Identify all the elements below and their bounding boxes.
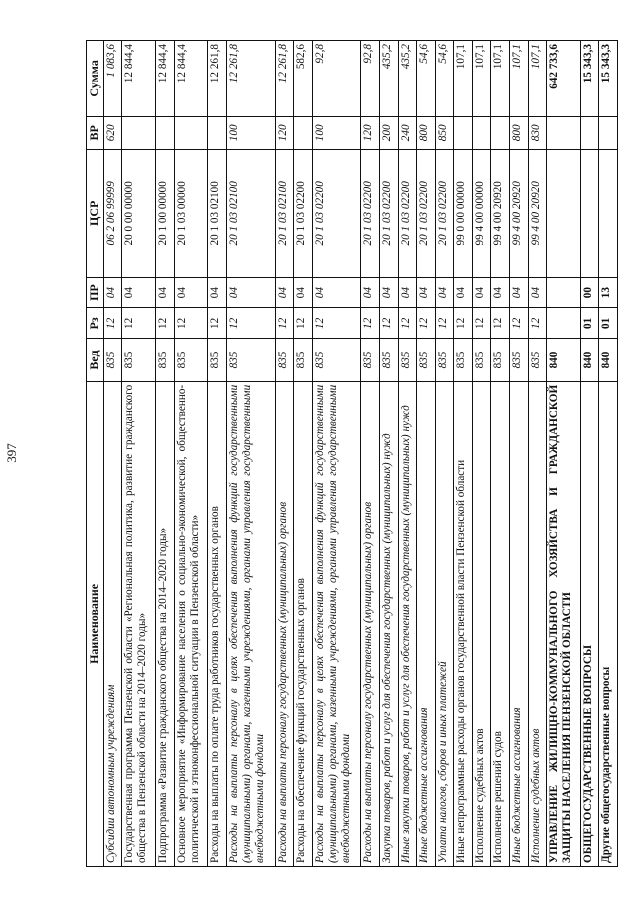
cell-vr: 240	[398, 116, 417, 149]
cell-ved: 835	[454, 339, 473, 382]
cell-vr: 200	[380, 116, 399, 149]
cell-vr	[156, 116, 175, 149]
cell-sum: 107,1	[509, 41, 528, 117]
cell-name: Исполнение решений судов	[491, 381, 510, 866]
cell-rz: 12	[294, 308, 313, 339]
cell-pr	[547, 277, 581, 308]
page-number: 397	[4, 442, 19, 463]
cell-csr	[547, 149, 581, 277]
cell-vr: 120	[361, 116, 380, 149]
cell-name: Иные непрограммные расходы органов государственной власти Пензенской области	[454, 381, 473, 866]
cell-rz: 12	[398, 308, 417, 339]
cell-csr	[580, 149, 599, 277]
table-row	[103, 41, 122, 867]
cell-sum: 1 083,6	[103, 41, 122, 117]
cell-csr: 20 1 03 00000	[174, 149, 208, 277]
cell-pr: 04	[417, 277, 436, 308]
cell-pr: 04	[275, 277, 294, 308]
table-row	[398, 41, 417, 867]
cell-rz: 12	[417, 308, 436, 339]
cell-ved: 835	[122, 339, 156, 382]
cell-sum: 435,2	[398, 41, 417, 117]
cell-csr: 99 4 00 20920	[509, 149, 528, 277]
cell-pr: 04	[312, 277, 361, 308]
cell-name: Иные бюджетные ассигнования	[417, 381, 436, 866]
cell-csr: 20 1 03 02200	[361, 149, 380, 277]
cell-vr: 120	[275, 116, 294, 149]
table-row	[361, 41, 380, 867]
cell-name: Другие общегосударственные вопросы	[599, 381, 618, 866]
cell-rz: 12	[491, 308, 510, 339]
cell-csr: 20 1 03 02200	[398, 149, 417, 277]
cell-pr: 04	[398, 277, 417, 308]
budget-table-container	[86, 40, 618, 867]
cell-pr: 04	[472, 277, 491, 308]
cell-name: Государственная программа Пензенской области «Региональная политика, развитие гражданского общества в Пензенской области на 2014–2020 годы»	[122, 381, 156, 866]
cell-name: Расходы на выплаты персоналу государственных (муниципальных) органов	[361, 381, 380, 866]
page-number-strip	[0, 0, 24, 905]
cell-name: Иные бюджетные ассигнования	[509, 381, 528, 866]
cell-vr: 800	[417, 116, 436, 149]
table-row	[380, 41, 399, 867]
cell-rz: 12	[156, 308, 175, 339]
table-row	[174, 41, 208, 867]
cell-sum: 92,8	[312, 41, 361, 117]
cell-vr: 830	[528, 116, 547, 149]
cell-csr: 20 1 03 02200	[294, 149, 313, 277]
cell-ved: 835	[417, 339, 436, 382]
cell-sum: 582,6	[294, 41, 313, 117]
table-row	[226, 41, 275, 867]
table-row	[312, 41, 361, 867]
cell-sum: 12 261,8	[275, 41, 294, 117]
cell-ved: 835	[472, 339, 491, 382]
header-sum: Сумма	[87, 41, 104, 117]
cell-sum: 54,6	[435, 41, 454, 117]
cell-csr: 20 1 00 00000	[156, 149, 175, 277]
cell-ved: 835	[491, 339, 510, 382]
cell-pr: 04	[509, 277, 528, 308]
cell-rz: 01	[580, 308, 599, 339]
cell-vr	[294, 116, 313, 149]
cell-name: Расходы на выплаты персоналу в целях обеспечения выполнения функций государственными (муниципальными) органами, казенными учреждениями, органами управления государственными внебюджетными фондами	[226, 381, 275, 866]
cell-name: Расходы на выплаты по оплате труда работников государственных органов	[208, 381, 227, 866]
cell-ved: 835	[528, 339, 547, 382]
cell-rz: 12	[103, 308, 122, 339]
cell-sum: 435,2	[380, 41, 399, 117]
cell-sum: 107,1	[454, 41, 473, 117]
cell-name: Исполнение судебных актов	[472, 381, 491, 866]
cell-csr: 20 1 03 02100	[275, 149, 294, 277]
cell-vr	[547, 116, 581, 149]
cell-sum: 642 733,6	[547, 41, 581, 117]
cell-ved: 835	[361, 339, 380, 382]
table-row	[491, 41, 510, 867]
cell-vr	[208, 116, 227, 149]
cell-sum: 12 261,8	[226, 41, 275, 117]
cell-sum: 12 844,4	[122, 41, 156, 117]
table-row	[275, 41, 294, 867]
cell-sum: 12 844,4	[156, 41, 175, 117]
cell-ved: 835	[103, 339, 122, 382]
cell-pr: 04	[491, 277, 510, 308]
cell-vr	[580, 116, 599, 149]
cell-name: Основное мероприятие «Информирование населения о социально-экономической, общественно-политической и этноконфессиональной ситуации в Пензенской области»	[174, 381, 208, 866]
cell-ved: 835	[312, 339, 361, 382]
table-row	[122, 41, 156, 867]
cell-pr: 04	[103, 277, 122, 308]
header-ved: Вед	[87, 339, 104, 382]
cell-pr: 04	[156, 277, 175, 308]
cell-rz: 12	[208, 308, 227, 339]
cell-sum: 12 261,8	[208, 41, 227, 117]
cell-rz: 12	[275, 308, 294, 339]
cell-csr: 20 0 00 00000	[122, 149, 156, 277]
cell-name: Закупка товаров, работ и услуг для обеспечения государственных (муниципальных) нужд	[380, 381, 399, 866]
table-header-row	[87, 41, 104, 867]
cell-name: ОБЩЕГОСУДАРСТВЕННЫЕ ВОПРОСЫ	[580, 381, 599, 866]
cell-pr: 04	[380, 277, 399, 308]
cell-vr: 850	[435, 116, 454, 149]
cell-pr: 04	[361, 277, 380, 308]
table-row	[435, 41, 454, 867]
cell-csr: 20 1 03 02100	[226, 149, 275, 277]
table-row	[294, 41, 313, 867]
cell-name: Подпрограмма «Развитие гражданского общества на 2014–2020 годы»	[156, 381, 175, 866]
cell-rz: 12	[226, 308, 275, 339]
cell-csr: 20 1 03 02200	[380, 149, 399, 277]
cell-csr: 99 4 00 00000	[472, 149, 491, 277]
cell-name: УПРАВЛЕНИЕ ЖИЛИЩНО-КОММУНАЛЬНОГО ХОЗЯЙСТВА И ГРАЖДАНСКОЙ ЗАЩИТЫ НАСЕЛЕНИЯ ПЕНЗЕНСКОЙ ОБЛАСТИ	[547, 381, 581, 866]
cell-ved: 835	[156, 339, 175, 382]
cell-ved: 840	[599, 339, 618, 382]
table-row	[528, 41, 547, 867]
cell-name: Исполнение судебных актов	[528, 381, 547, 866]
cell-name: Иные закупки товаров, работ и услуг для обеспечения государственных (муниципальных) нужд	[398, 381, 417, 866]
table-row	[156, 41, 175, 867]
header-vr: ВР	[87, 116, 104, 149]
cell-csr: 99 0 00 00000	[454, 149, 473, 277]
cell-name: Расходы на обеспечение функций государственных органов	[294, 381, 313, 866]
header-pr: ПР	[87, 277, 104, 308]
cell-rz: 12	[122, 308, 156, 339]
cell-vr	[122, 116, 156, 149]
header-csr: ЦСР	[87, 149, 104, 277]
cell-ved: 840	[547, 339, 581, 382]
cell-rz: 01	[599, 308, 618, 339]
cell-rz: 12	[380, 308, 399, 339]
cell-vr: 620	[103, 116, 122, 149]
cell-ved: 835	[435, 339, 454, 382]
cell-pr: 04	[528, 277, 547, 308]
cell-sum: 107,1	[491, 41, 510, 117]
cell-pr: 00	[580, 277, 599, 308]
cell-pr: 04	[294, 277, 313, 308]
table-row	[454, 41, 473, 867]
cell-pr: 04	[174, 277, 208, 308]
cell-rz: 12	[361, 308, 380, 339]
cell-csr: 20 1 03 02200	[435, 149, 454, 277]
cell-vr	[491, 116, 510, 149]
cell-vr: 100	[226, 116, 275, 149]
cell-csr: 20 1 03 02200	[417, 149, 436, 277]
cell-ved: 840	[580, 339, 599, 382]
table-row	[580, 41, 599, 867]
cell-rz: 12	[174, 308, 208, 339]
cell-pr: 04	[226, 277, 275, 308]
cell-rz: 12	[312, 308, 361, 339]
cell-ved: 835	[275, 339, 294, 382]
cell-vr	[454, 116, 473, 149]
cell-pr: 04	[454, 277, 473, 308]
cell-rz	[547, 308, 581, 339]
cell-sum: 107,1	[528, 41, 547, 117]
cell-rz: 12	[509, 308, 528, 339]
cell-name: Расходы на выплаты персоналу в целях обеспечения выполнения функций государственными (муниципальными) органами, казенными учреждениями, органами управления государственными внебюджетными фондами	[312, 381, 361, 866]
cell-sum: 54,6	[417, 41, 436, 117]
cell-name: Субсидии автономным учреждениям	[103, 381, 122, 866]
cell-name: Расходы на выплаты персоналу государственных (муниципальных) органов	[275, 381, 294, 866]
cell-csr: 99 4 00 20920	[528, 149, 547, 277]
cell-ved: 835	[174, 339, 208, 382]
cell-ved: 835	[398, 339, 417, 382]
cell-rz: 12	[528, 308, 547, 339]
cell-sum: 92,8	[361, 41, 380, 117]
cell-csr: 99 4 00 20920	[491, 149, 510, 277]
cell-ved: 835	[380, 339, 399, 382]
cell-vr: 800	[509, 116, 528, 149]
table-row	[547, 41, 581, 867]
header-name: Наименование	[87, 381, 104, 866]
cell-pr: 04	[122, 277, 156, 308]
cell-rz: 12	[472, 308, 491, 339]
cell-sum: 15 343,3	[599, 41, 618, 117]
cell-csr: 06 2 06 99999	[103, 149, 122, 277]
cell-vr	[599, 116, 618, 149]
cell-pr: 04	[208, 277, 227, 308]
cell-ved: 835	[208, 339, 227, 382]
cell-vr: 100	[312, 116, 361, 149]
table-row	[599, 41, 618, 867]
cell-pr: 04	[435, 277, 454, 308]
table-row	[472, 41, 491, 867]
cell-sum: 12 844,4	[174, 41, 208, 117]
budget-table	[86, 40, 618, 867]
table-row	[509, 41, 528, 867]
cell-name: Уплата налогов, сборов и иных платежей	[435, 381, 454, 866]
cell-csr: 20 1 03 02200	[312, 149, 361, 277]
table-row	[208, 41, 227, 867]
cell-rz: 12	[435, 308, 454, 339]
header-rz: Рз	[87, 308, 104, 339]
cell-rz: 12	[454, 308, 473, 339]
cell-ved: 835	[509, 339, 528, 382]
cell-csr: 20 1 03 02100	[208, 149, 227, 277]
cell-vr	[174, 116, 208, 149]
cell-ved: 835	[294, 339, 313, 382]
cell-ved: 835	[226, 339, 275, 382]
cell-vr	[472, 116, 491, 149]
cell-pr: 13	[599, 277, 618, 308]
cell-sum: 15 343,3	[580, 41, 599, 117]
cell-csr	[599, 149, 618, 277]
table-row	[417, 41, 436, 867]
cell-sum: 107,1	[472, 41, 491, 117]
